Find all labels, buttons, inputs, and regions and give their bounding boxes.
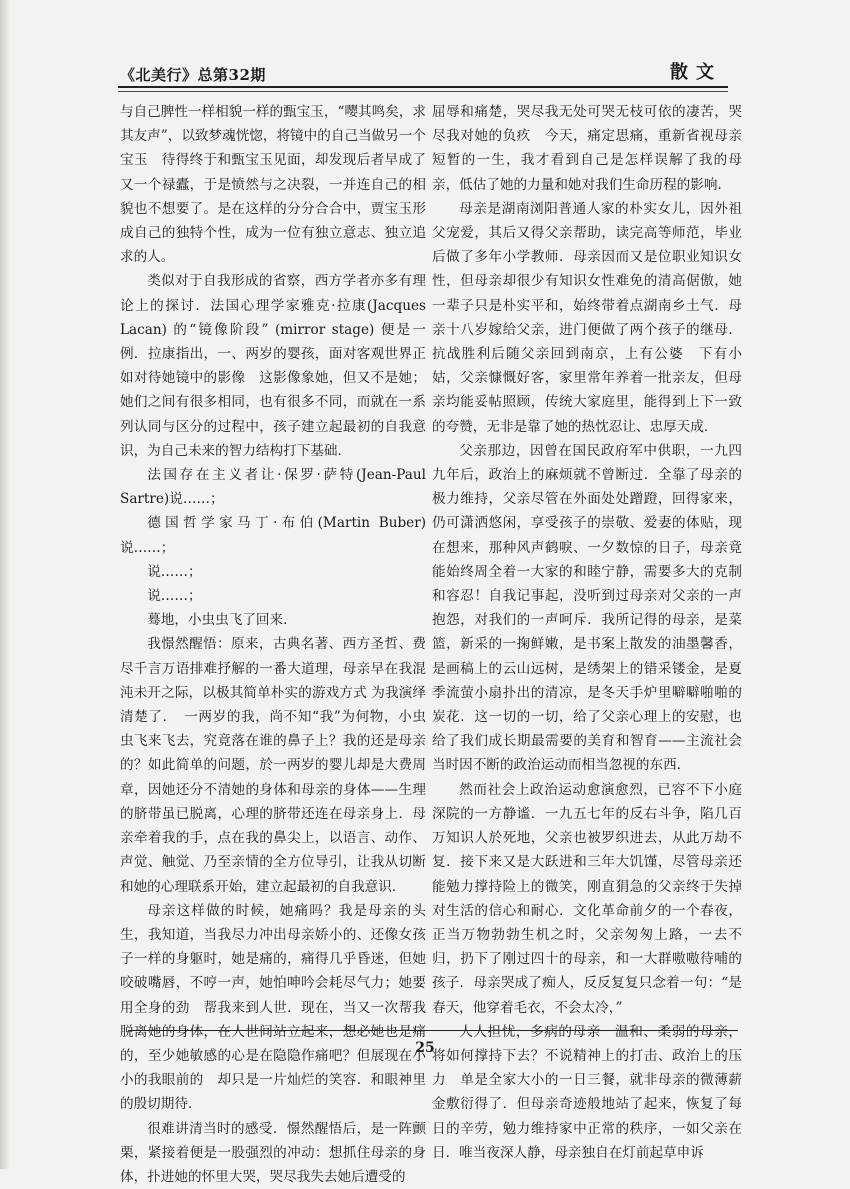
paragraph: 屈辱和痛楚，哭尽我无处可哭无枝可依的凄苦，哭尽我对她的负疚 今天，痛定思痛，重新省视母亲短暂的一生，我才看到自己是怎样误解了我的母亲，低估了她的力量和她对我们生命历程的影响． [432,104,742,193]
header-rule-thin [118,91,728,92]
paragraph: 母亲是湖南浏阳普通人家的朴实女儿，因外祖父宠爱，其后又得父亲帮助，读完高等师范，毕业后做了多年小学教师．母亲因而又是位职业知识女性，但母亲却很少有知识女性难免的清高倨傲，她一辈子只是朴实平和，始终带着点湖南乡土气．母亲十八岁嫁给父亲，进门便做了两个孩子的继母．抗战胜利后随父亲回到南京，上有公婆 下有小姑，父亲慷慨好客，家里常年养着一批亲友，但母亲均能妥帖照顾，传统大家庭里，能得到上下一致的夸赞，无非是靠了她的热忱忍让、忠厚天成． [432,200,742,435]
paragraph: 人人担忧，多病的母亲 温和、柔弱的母亲，将如何撑持下去？不说精神上的打击、政治上的压力 单是全家大小的一日三餐，就非母亲的微薄薪金敷衍得了．但母亲奇迹般地站了起来，恢复了每日的辛劳，勉力维持家中正常的秩序，一如父亲在日．唯当夜深人静，母亲独自在灯前起草申诉 [432,1023,742,1161]
paragraph: 蓦地，小虫虫飞了回来． [147,612,297,629]
right-text-column [432,100,742,1161]
footer-rule [128,1030,738,1031]
section-title: 散文 [670,62,722,83]
paragraph: 德国哲学家马丁·布伯(Martin Buber) 说……； [120,515,426,556]
scan-edge-shadow [0,0,10,1169]
paragraph: 母亲这样做的时候，她痛吗？我是母亲的头生，我知道，当我尽力冲出母亲娇小的、还像女孩子一样的身躯时，她是痛的，痛得几乎昏迷，但她咬破嘴唇，不哼一声，她怕呻吟会耗尽气力；她要用全身的劲 帮我来到人世．现在，当又一次帮我脱离她的身体，在人世间站立起来，想必她也是痛的，至少她敏感的心是在隐隐作痛吧？但展现在小小的我眼前的 却只是一片灿烂的笑容．和眼神里的殷切期待． [120,902,426,1113]
page-number: 25 [415,1040,435,1056]
paragraph: 与自己脾性一样相貌一样的甄宝玉，“嘤其鸣矣，求其友声”，以致梦魂恍惚，将镜中的自己当做另一个宝玉 待得终于和甄宝玉见面，却发现后者早成了又一个禄蠹，于是愤然与之决裂，一并连自己的相貌也不想要了。是在这样的分分合合中，贾宝玉形成自己的独特个性，成为一位有独立意志、独立追求的人。 [120,104,427,266]
paragraph: 然而社会上政治运动愈演愈烈，已容不下小庭深院的一方静谧．一九五七年的反右斗争，陷几百万知识人於死地，父亲也被罗织进去，从此万劫不复．接下来又是大跃进和三年大饥馑，尽管母亲还能勉力撑持险上的微笑，刚直狷急的父亲终于失掉对生活的信心和耐心．文化革命前夕的一个春夜，正当万物勃勃生机之时，父亲匆匆上路，一去不归，扔下了刚过四十的母亲，和一大群嗷嗷待哺的孩子．母亲哭成了痴人，反反复复只念着一句：“是春天，他穿着毛衣，不会太冷，” [432,781,742,1016]
paragraph: 说……； [147,563,202,580]
header-rule-thick [118,86,728,88]
paragraph: 父亲那边，因曾在国民政府军中供职，一九四九年后，政治上的麻烦就不曾断过．全靠了母亲的极力维持，父亲尽管在外面处处蹭蹬，回得家来，仍可潇洒悠闲，享受孩子的崇敬、爱妻的体贴，现在想来，那种风声鹤唳、一夕数惊的日子，母亲竟能始终周全着一大家的和睦宁静，需要多大的克制和容忍！自我记事起，没听到过母亲对父亲的一声抱怨，对我们的一声呵斥．我所记得的母亲，是菜篮，新采的一掬鲜嫩，是书案上散发的油墨馨香，是画稿上的云山远树，是绣架上的错采镂金，是夏季流萤小扇扑出的清凉，是冬天手炉里噼噼啪啪的炭花．这一切的一切，给了父亲心理上的安慰，也给了我们成长期最需要的美育和智育——主流社会当时因不断的政治运动而相当忽视的东西． [432,442,742,774]
paragraph: 很难讲清当时的感受．憬然醒悟后，是一阵颤栗，紧接着便是一股强烈的冲动：想抓住母亲的身体，扑进她的怀里大哭，哭尽我失去她后遭受的 [120,1120,426,1185]
paragraph: 法国存在主义者让·保罗·萨特(Jean-Paul Sartre)说……； [120,467,426,508]
paragraph: 我憬然醒悟：原来，古典名著、西方圣哲、费尽千言万语排难抒解的一番大道理，母亲早在我混沌未开之际，以极其简单朴实的游戏方式 为我演绎清楚了． 一两岁的我，尚不知“我”为何物，小虫虫飞来飞去，究竟落在谁的鼻子上？我的还是母亲的？如此简单的问题，於一两岁的婴儿却是大费周章，因她还分不清她的身体和母亲的身体——生理的脐带虽已脱离，心理的脐带还连在母亲身上．母亲牵着我的手，点在我的鼻尖上，以语言、动作、声觉、触觉、乃至亲情的全方位导引，让我从切断和她的心理联系开始，建立起最初的自我意识． [120,636,426,895]
paragraph: 类似对于自我形成的省察，西方学者亦多有理论上的探讨．法国心理学家雅克·拉康(Jacques Lacan) 的“镜像阶段” (mirror stage) 便是一例．拉康指出，一、两岁的婴孩，面对客观世界正如对待她镜中的影像 这影像象她，但又不是她；她们之间有很多相同，也有很多不同，而就在一系列认同与区分的过程中，孩子建立起最初的自我意识，为自己未来的智力结构打下基础． [120,273,426,459]
paragraph: 说……； [147,588,202,605]
magazine-issue-header: 《北美行》总第32期 [120,66,266,84]
